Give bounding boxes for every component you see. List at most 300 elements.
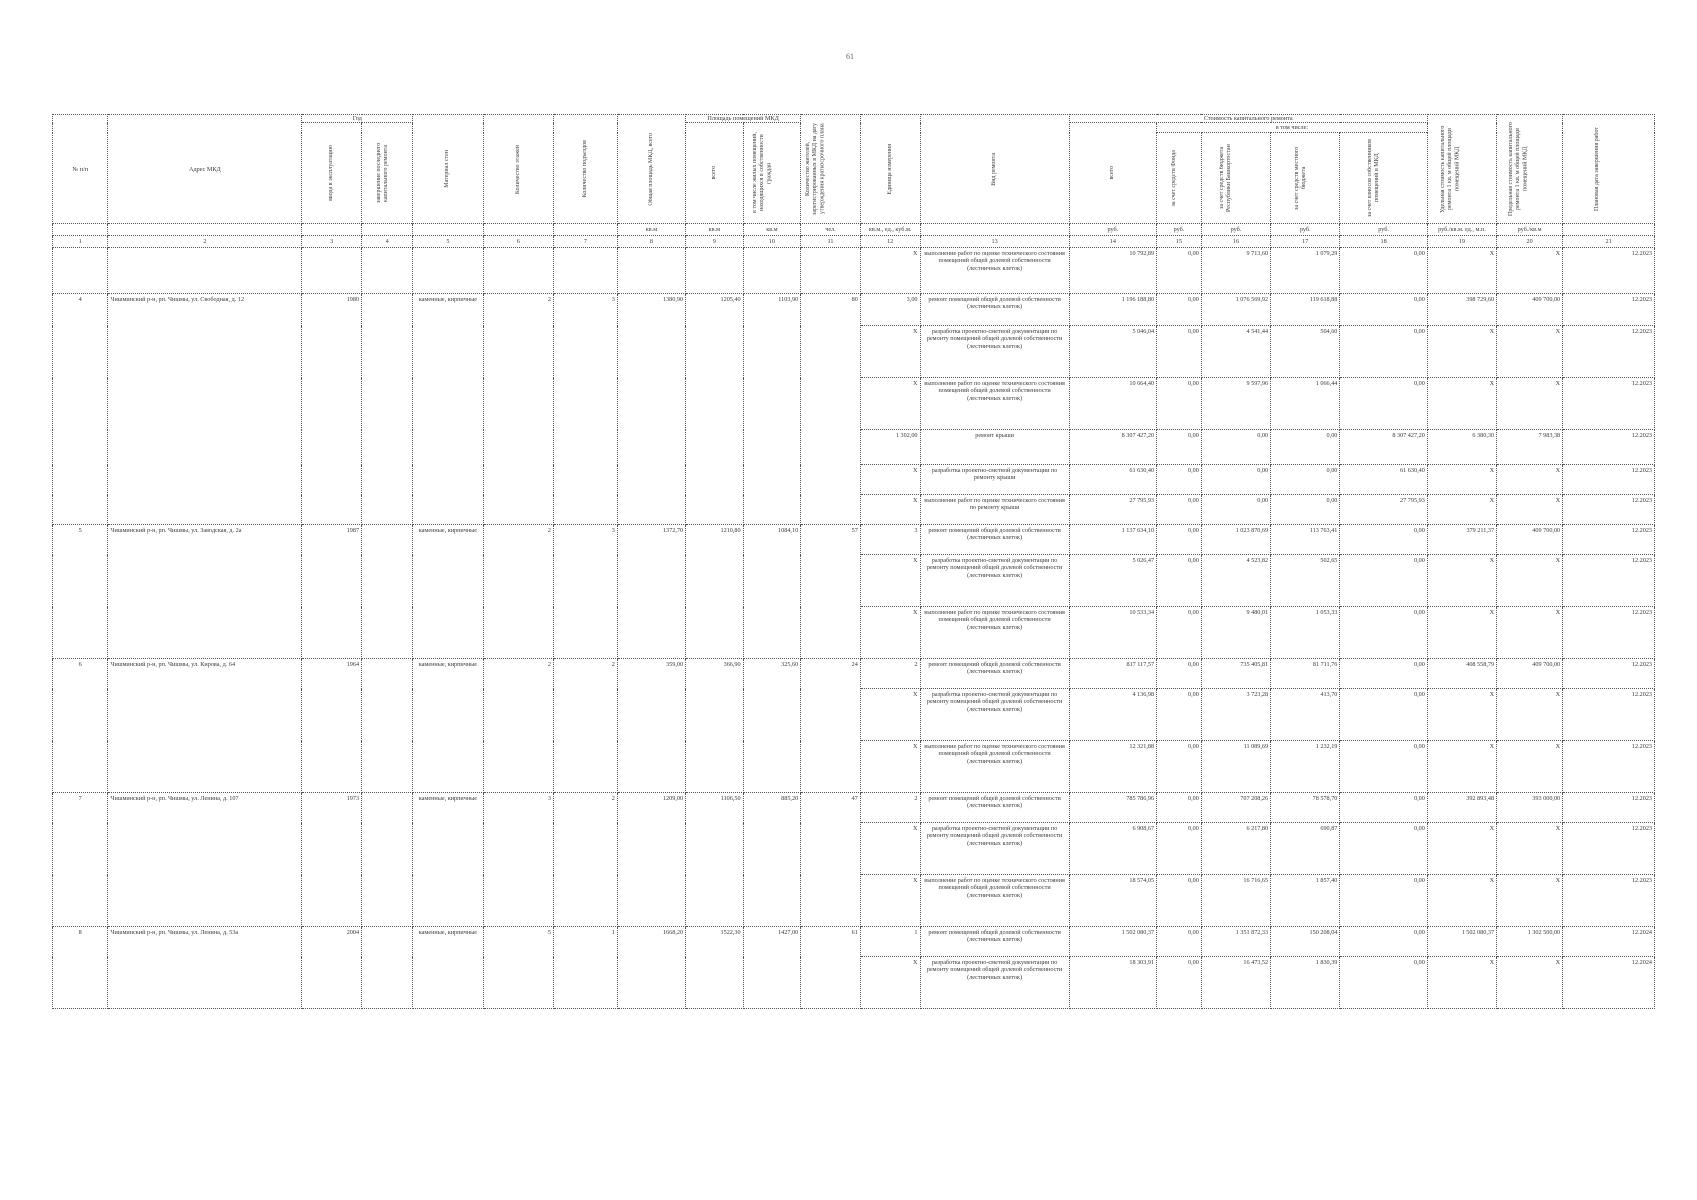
cell-cost-republic: 16 473,52 bbox=[1201, 957, 1270, 1009]
cell-date: 12.2023 bbox=[1563, 326, 1655, 378]
cell-unit: 3,00 bbox=[860, 294, 920, 326]
cell-residents bbox=[801, 248, 861, 294]
cell-cost-republic: 6 217,80 bbox=[1201, 823, 1270, 875]
cell-date: 12.2023 bbox=[1563, 248, 1655, 294]
cell-work-type: выполнение работ по оценке технического состояния помещений общей долевой собственности (лестничных клеток) bbox=[920, 875, 1069, 927]
column-number: 7 bbox=[553, 236, 617, 248]
cell-max-cost: X bbox=[1497, 689, 1563, 741]
cell-material bbox=[413, 248, 483, 294]
table-row bbox=[53, 248, 1655, 294]
cell-num: 4 bbox=[53, 294, 108, 525]
cell-unit: X bbox=[860, 378, 920, 430]
cell-cost-owners: 0,00 bbox=[1340, 689, 1427, 741]
cell-residents: 24 bbox=[801, 659, 861, 793]
cell-work-type: выполнение работ по оценке технического состояния помещений общей долевой собственности (лестничных клеток) bbox=[920, 607, 1069, 659]
column-number: 15 bbox=[1157, 236, 1202, 248]
cell-unit-cost: X bbox=[1427, 495, 1496, 525]
header-cost-total: всего bbox=[1069, 123, 1156, 224]
cell-date: 12.2023 bbox=[1563, 525, 1655, 555]
cell-work-type: ремонт помещений общей долевой собственности (лестничных клеток) bbox=[920, 793, 1069, 823]
cell-unit-cost: 392 893,48 bbox=[1427, 793, 1496, 823]
header-work-type: Вид ремонта bbox=[920, 115, 1069, 224]
header-row-1 bbox=[53, 115, 1655, 123]
cell-cost-local: 1 053,33 bbox=[1271, 607, 1340, 659]
unit-cell bbox=[553, 224, 617, 236]
cell-cost-owners: 27 795,93 bbox=[1340, 495, 1427, 525]
cell-cost-total: 1 502 080,37 bbox=[1069, 927, 1156, 957]
cell-entrances: 3 bbox=[553, 294, 617, 525]
cell-unit-cost: X bbox=[1427, 248, 1496, 294]
cell-cost-total: 4 136,98 bbox=[1069, 689, 1156, 741]
cell-floors: 2 bbox=[483, 525, 553, 659]
cell-date: 12.2024 bbox=[1563, 957, 1655, 1009]
cell-cost-owners: 0,00 bbox=[1340, 294, 1427, 326]
header-cost-owners: за счет взносов собственников помещений в МКД bbox=[1340, 133, 1427, 224]
cell-cost-fund: 0,00 bbox=[1157, 957, 1202, 1009]
header-year-commission: ввода в эксплуатацию bbox=[302, 123, 362, 224]
cell-unit-cost: 1 502 080,37 bbox=[1427, 927, 1496, 957]
cell-area-res: 1427,00 bbox=[743, 927, 801, 1009]
cell-unit: X bbox=[860, 465, 920, 495]
page-number: 61 bbox=[846, 52, 854, 61]
cell-cost-fund: 0,00 bbox=[1157, 495, 1202, 525]
cell-max-cost: 393 000,00 bbox=[1497, 793, 1563, 823]
cell-unit: X bbox=[860, 555, 920, 607]
cell-last-repair bbox=[362, 525, 413, 659]
cell-unit: 1 bbox=[860, 927, 920, 957]
cell-cost-total: 10 533,34 bbox=[1069, 607, 1156, 659]
cell-date: 12.2023 bbox=[1563, 875, 1655, 927]
cell-max-cost: X bbox=[1497, 555, 1563, 607]
cell-max-cost: X bbox=[1497, 607, 1563, 659]
cell-address: Чишминский р-н, рп. Чишмы, ул. Заводская, д. 2а bbox=[108, 525, 302, 659]
cell-cost-republic: 1 076 569,92 bbox=[1201, 294, 1270, 326]
cell-cost-owners: 0,00 bbox=[1340, 823, 1427, 875]
cell-material: каменные, кирпичные bbox=[413, 525, 483, 659]
cell-cost-total: 1 137 634,10 bbox=[1069, 525, 1156, 555]
cell-unit-cost: X bbox=[1427, 875, 1496, 927]
cell-num: 8 bbox=[53, 927, 108, 1009]
cell-residents: 47 bbox=[801, 793, 861, 927]
cell-cost-republic: 11 089,69 bbox=[1201, 741, 1270, 793]
cell-work-type: разработка проектно-сметной документации по ремонту помещений общей долевой собственности (лестничных клеток) bbox=[920, 823, 1069, 875]
cell-area-all: 366,90 bbox=[686, 659, 744, 793]
cell-cost-owners: 0,00 bbox=[1340, 525, 1427, 555]
cell-cost-republic: 9 597,96 bbox=[1201, 378, 1270, 430]
column-number: 8 bbox=[617, 236, 685, 248]
unit-cell bbox=[920, 224, 1069, 236]
cell-cost-local: 119 618,88 bbox=[1271, 294, 1340, 326]
cell-cost-total: 27 795,93 bbox=[1069, 495, 1156, 525]
cell-work-type: разработка проектно-сметной документации по ремонту помещений общей долевой собственности (лестничных клеток) bbox=[920, 555, 1069, 607]
cell-area-res: 1103,90 bbox=[743, 294, 801, 525]
cell-date: 12.2023 bbox=[1563, 430, 1655, 465]
header-cost-republic: за счет средств бюджета Республики Башкортостан bbox=[1201, 133, 1270, 224]
cell-cost-total: 8 307 427,20 bbox=[1069, 430, 1156, 465]
header-cost-group: Стоимость капитального ремонта bbox=[1069, 115, 1427, 123]
header-max-cost: Предельная стоимость капитального ремонта 1 кв. м общей площади помещений МКД bbox=[1497, 115, 1563, 224]
cell-date: 12.2023 bbox=[1563, 555, 1655, 607]
cell-max-cost: 1 302 500,00 bbox=[1497, 927, 1563, 957]
cell-material: каменные, кирпичные bbox=[413, 793, 483, 927]
unit-cell: руб. bbox=[1271, 224, 1340, 236]
cell-entrances: 2 bbox=[553, 659, 617, 793]
cell-cost-republic: 4 523,82 bbox=[1201, 555, 1270, 607]
unit-cell: кв.м bbox=[686, 224, 744, 236]
cell-work-type: выполнение работ по оценке технического состояния помещений общей долевой собственности (лестничных клеток) bbox=[920, 248, 1069, 294]
cell-cost-republic: 9 480,01 bbox=[1201, 607, 1270, 659]
column-number: 9 bbox=[686, 236, 744, 248]
cell-cost-fund: 0,00 bbox=[1157, 659, 1202, 689]
cell-unit: X bbox=[860, 326, 920, 378]
cell-cost-owners: 0,00 bbox=[1340, 957, 1427, 1009]
cell-max-cost: 409 700,00 bbox=[1497, 294, 1563, 326]
cell-cost-local: 0,00 bbox=[1271, 495, 1340, 525]
cell-cost-owners: 0,00 bbox=[1340, 378, 1427, 430]
column-number: 13 bbox=[920, 236, 1069, 248]
cell-cost-republic: 1 023 870,69 bbox=[1201, 525, 1270, 555]
header-entrances: Количество подъездов bbox=[553, 115, 617, 224]
cell-material: каменные, кирпичные bbox=[413, 294, 483, 525]
cell-cost-fund: 0,00 bbox=[1157, 607, 1202, 659]
cell-cost-republic: 0,00 bbox=[1201, 430, 1270, 465]
cell-date: 12.2023 bbox=[1563, 741, 1655, 793]
cell-max-cost: 7 983,38 bbox=[1497, 430, 1563, 465]
cell-cost-fund: 0,00 bbox=[1157, 378, 1202, 430]
units-row bbox=[53, 224, 1655, 236]
cell-last-repair bbox=[362, 248, 413, 294]
cell-cost-fund: 0,00 bbox=[1157, 294, 1202, 326]
cell-unit: 2 bbox=[860, 659, 920, 689]
cell-year: 1964 bbox=[302, 659, 362, 793]
cell-work-type: разработка проектно-сметной документации по ремонту помещений общей долевой собственности (лестничных клеток) bbox=[920, 689, 1069, 741]
column-number: 17 bbox=[1271, 236, 1340, 248]
cell-cost-fund: 0,00 bbox=[1157, 875, 1202, 927]
cell-floors: 2 bbox=[483, 659, 553, 793]
unit-cell bbox=[302, 224, 362, 236]
cell-cost-owners: 0,00 bbox=[1340, 927, 1427, 957]
unit-cell bbox=[108, 224, 302, 236]
cell-cost-total: 6 908,67 bbox=[1069, 823, 1156, 875]
cell-max-cost: X bbox=[1497, 326, 1563, 378]
cell-work-type: разработка проектно-сметной документации по ремонту помещений общей долевой собственности (лестничных клеток) bbox=[920, 957, 1069, 1009]
unit-cell bbox=[1563, 224, 1655, 236]
cell-cost-republic: 0,00 bbox=[1201, 495, 1270, 525]
cell-area-all: 1210,80 bbox=[686, 525, 744, 659]
cell-unit-cost: 398 729,60 bbox=[1427, 294, 1496, 326]
cell-cost-owners: 0,00 bbox=[1340, 248, 1427, 294]
cell-floors: 5 bbox=[483, 927, 553, 1009]
cell-cost-local: 1 830,39 bbox=[1271, 957, 1340, 1009]
cell-work-type: ремонт помещений общей долевой собственности (лестничных клеток) bbox=[920, 659, 1069, 689]
cell-date: 12.2023 bbox=[1563, 823, 1655, 875]
cell-unit-cost: 379 211,37 bbox=[1427, 525, 1496, 555]
cell-unit-cost: X bbox=[1427, 326, 1496, 378]
cell-cost-owners: 8 307 427,20 bbox=[1340, 430, 1427, 465]
cell-max-cost: X bbox=[1497, 495, 1563, 525]
cell-area-res: 325,60 bbox=[743, 659, 801, 793]
cell-residents: 57 bbox=[801, 525, 861, 659]
header-cost-fund: за счет средств Фонда bbox=[1157, 133, 1202, 224]
cell-cost-republic: 1 351 872,33 bbox=[1201, 927, 1270, 957]
cell-entrances: 2 bbox=[553, 793, 617, 927]
cell-year: 1987 bbox=[302, 525, 362, 659]
cell-cost-owners: 0,00 bbox=[1340, 659, 1427, 689]
cell-cost-fund: 0,00 bbox=[1157, 689, 1202, 741]
cell-cost-fund: 0,00 bbox=[1157, 741, 1202, 793]
cell-cost-fund: 0,00 bbox=[1157, 555, 1202, 607]
cell-floors bbox=[483, 248, 553, 294]
unit-cell: кв.м bbox=[743, 224, 801, 236]
cell-cost-local: 1 066,44 bbox=[1271, 378, 1340, 430]
cell-cost-local: 0,00 bbox=[1271, 465, 1340, 495]
cell-year: 1973 bbox=[302, 793, 362, 927]
cell-max-cost: X bbox=[1497, 741, 1563, 793]
cell-date: 12.2023 bbox=[1563, 659, 1655, 689]
cell-address: Чишминский р-н, рп. Чишмы, ул. Кирова, д. 64 bbox=[108, 659, 302, 793]
cell-date: 12.2023 bbox=[1563, 607, 1655, 659]
cell-num: 7 bbox=[53, 793, 108, 927]
cell-work-type: разработка проектно-сметной документации по ремонту крыши bbox=[920, 465, 1069, 495]
cell-cost-republic: 16 716,65 bbox=[1201, 875, 1270, 927]
cell-cost-fund: 0,00 bbox=[1157, 927, 1202, 957]
cell-cost-fund: 0,00 bbox=[1157, 793, 1202, 823]
header-deadline: Плановая дата завершения работ bbox=[1563, 115, 1655, 224]
column-number: 2 bbox=[108, 236, 302, 248]
cell-num: 6 bbox=[53, 659, 108, 793]
cell-unit: 2 bbox=[860, 793, 920, 823]
cell-floors: 3 bbox=[483, 793, 553, 927]
cell-area-all bbox=[686, 248, 744, 294]
cell-unit: X bbox=[860, 741, 920, 793]
header-floors: Количество этажей bbox=[483, 115, 553, 224]
cell-date: 12.2023 bbox=[1563, 465, 1655, 495]
cell-area-res: 885,20 bbox=[743, 793, 801, 927]
cell-area-all: 1205,40 bbox=[686, 294, 744, 525]
cell-work-type: выполнение работ по оценке технического состояния по ремонту крыши bbox=[920, 495, 1069, 525]
cell-unit-cost: 408 558,79 bbox=[1427, 659, 1496, 689]
cell-unit: 1 302,00 bbox=[860, 430, 920, 465]
cell-cost-owners: 0,00 bbox=[1340, 793, 1427, 823]
cell-cost-total: 5 026,47 bbox=[1069, 555, 1156, 607]
unit-cell bbox=[53, 224, 108, 236]
unit-cell: кв.м., ед., куб.м. bbox=[860, 224, 920, 236]
cell-unit-cost: X bbox=[1427, 555, 1496, 607]
header-total-area: Общая площадь МКД, всего bbox=[617, 115, 685, 224]
cell-date: 12.2024 bbox=[1563, 927, 1655, 957]
cell-area-res bbox=[743, 248, 801, 294]
header-residents: Количество жителей, зарегистрированных в МКД на дату утверждения краткосрочного плана bbox=[801, 115, 861, 224]
cell-unit: X bbox=[860, 248, 920, 294]
cell-max-cost: X bbox=[1497, 875, 1563, 927]
cell-num: 5 bbox=[53, 525, 108, 659]
column-number: 11 bbox=[801, 236, 861, 248]
repair-plan-sheet bbox=[52, 114, 1655, 1009]
cell-address: Чишминский р-н, рп. Чишмы, ул. Ленина, д. 53а bbox=[108, 927, 302, 1009]
column-number: 4 bbox=[362, 236, 413, 248]
unit-cell: руб./кв.м bbox=[1497, 224, 1563, 236]
cell-max-cost: 409 700,00 bbox=[1497, 525, 1563, 555]
repair-plan-table bbox=[52, 114, 1655, 1009]
cell-unit-cost: X bbox=[1427, 957, 1496, 1009]
cell-max-cost: X bbox=[1497, 823, 1563, 875]
cell-cost-local: 502,65 bbox=[1271, 555, 1340, 607]
unit-cell: руб. bbox=[1069, 224, 1156, 236]
cell-unit: 3 bbox=[860, 525, 920, 555]
cell-cost-fund: 0,00 bbox=[1157, 248, 1202, 294]
cell-total-area: 1372,70 bbox=[617, 525, 685, 659]
column-number: 12 bbox=[860, 236, 920, 248]
cell-unit-cost: X bbox=[1427, 378, 1496, 430]
cell-cost-fund: 0,00 bbox=[1157, 525, 1202, 555]
header-area-group: Площадь помещений МКД bbox=[686, 115, 801, 123]
cell-year: 1980 bbox=[302, 294, 362, 525]
column-number: 16 bbox=[1201, 236, 1270, 248]
cell-cost-total: 5 046,04 bbox=[1069, 326, 1156, 378]
cell-cost-owners: 0,00 bbox=[1340, 555, 1427, 607]
cell-cost-owners: 0,00 bbox=[1340, 741, 1427, 793]
unit-cell: руб. bbox=[1157, 224, 1202, 236]
cell-cost-local: 0,00 bbox=[1271, 430, 1340, 465]
cell-cost-fund: 0,00 bbox=[1157, 430, 1202, 465]
cell-date: 12.2023 bbox=[1563, 689, 1655, 741]
cell-cost-total: 817 117,57 bbox=[1069, 659, 1156, 689]
cell-cost-local: 1 857,40 bbox=[1271, 875, 1340, 927]
column-number: 20 bbox=[1497, 236, 1563, 248]
cell-last-repair bbox=[362, 659, 413, 793]
cell-cost-local: 690,87 bbox=[1271, 823, 1340, 875]
unit-cell: кв.м bbox=[617, 224, 685, 236]
cell-date: 12.2023 bbox=[1563, 378, 1655, 430]
cell-date: 12.2023 bbox=[1563, 793, 1655, 823]
cell-work-type: разработка проектно-сметной документации по ремонту помещений общей долевой собственности (лестничных клеток) bbox=[920, 326, 1069, 378]
column-number: 1 bbox=[53, 236, 108, 248]
table-row bbox=[53, 294, 1655, 326]
header-unit-cost: Удельная стоимость капитального ремонта 1 кв. м общей площади помещений МКД bbox=[1427, 115, 1496, 224]
cell-unit-cost: X bbox=[1427, 823, 1496, 875]
cell-work-type: выполнение работ по оценке технического состояния помещений общей долевой собственности (лестничных клеток) bbox=[920, 741, 1069, 793]
cell-floors: 2 bbox=[483, 294, 553, 525]
cell-area-res: 1084,10 bbox=[743, 525, 801, 659]
cell-cost-owners: 0,00 bbox=[1340, 607, 1427, 659]
cell-entrances: 1 bbox=[553, 927, 617, 1009]
cell-cost-owners: 0,00 bbox=[1340, 875, 1427, 927]
cell-entrances: 3 bbox=[553, 525, 617, 659]
cell-residents: 61 bbox=[801, 927, 861, 1009]
cell-cost-local: 413,70 bbox=[1271, 689, 1340, 741]
cell-residents: 80 bbox=[801, 294, 861, 525]
header-year-group: Год bbox=[302, 115, 413, 123]
cell-cost-republic: 735 405,81 bbox=[1201, 659, 1270, 689]
unit-cell bbox=[483, 224, 553, 236]
cell-work-type: ремонт помещений общей долевой собственности (лестничных клеток) bbox=[920, 525, 1069, 555]
cell-cost-republic: 4 541,44 bbox=[1201, 326, 1270, 378]
cell-cost-total: 10 792,89 bbox=[1069, 248, 1156, 294]
cell-cost-fund: 0,00 bbox=[1157, 465, 1202, 495]
cell-cost-local: 78 578,70 bbox=[1271, 793, 1340, 823]
cell-address: Чишминский р-н, рп. Чишмы, ул. Ленина, д. 107 bbox=[108, 793, 302, 927]
header-year-last-repair: завершение последнего капитального ремонта bbox=[362, 123, 413, 224]
cell-cost-total: 61 630,40 bbox=[1069, 465, 1156, 495]
cell-unit-cost: X bbox=[1427, 741, 1496, 793]
cell-cost-local: 81 711,76 bbox=[1271, 659, 1340, 689]
cell-max-cost: X bbox=[1497, 378, 1563, 430]
cell-cost-fund: 0,00 bbox=[1157, 823, 1202, 875]
cell-area-all: 1522,30 bbox=[686, 927, 744, 1009]
cell-cost-republic: 707 208,26 bbox=[1201, 793, 1270, 823]
column-number: 18 bbox=[1340, 236, 1427, 248]
cell-cost-total: 1 196 188,80 bbox=[1069, 294, 1156, 326]
cell-unit-cost: 6 380,30 bbox=[1427, 430, 1496, 465]
unit-cell bbox=[362, 224, 413, 236]
cell-unit: X bbox=[860, 495, 920, 525]
cell-year bbox=[302, 248, 362, 294]
cell-work-type: ремонт крыши bbox=[920, 430, 1069, 465]
unit-cell: чел. bbox=[801, 224, 861, 236]
header-cost-local: за счет средств местного бюджета bbox=[1271, 133, 1340, 224]
header-area-all: всего bbox=[686, 123, 744, 224]
cell-total-area: 1668,20 bbox=[617, 927, 685, 1009]
cell-unit-cost: X bbox=[1427, 689, 1496, 741]
cell-last-repair bbox=[362, 793, 413, 927]
cell-address: Чишминский р-н, рп. Чишмы, ул. Свободная, д. 12 bbox=[108, 294, 302, 525]
cell-max-cost: X bbox=[1497, 957, 1563, 1009]
cell-last-repair bbox=[362, 294, 413, 525]
cell-cost-total: 12 321,88 bbox=[1069, 741, 1156, 793]
cell-unit: X bbox=[860, 607, 920, 659]
header-cost-incl: в том числе: bbox=[1157, 123, 1428, 133]
cell-work-type: ремонт помещений общей долевой собственности (лестничных клеток) bbox=[920, 927, 1069, 957]
cell-material: каменные, кирпичные bbox=[413, 927, 483, 1009]
cell-cost-total: 18 303,91 bbox=[1069, 957, 1156, 1009]
cell-address bbox=[108, 248, 302, 294]
cell-cost-local: 150 208,04 bbox=[1271, 927, 1340, 957]
table-row bbox=[53, 927, 1655, 957]
unit-cell bbox=[413, 224, 483, 236]
header-wall-material: Материал стен bbox=[413, 115, 483, 224]
cell-unit: X bbox=[860, 689, 920, 741]
cell-work-type: ремонт помещений общей долевой собственности (лестничных клеток) bbox=[920, 294, 1069, 326]
column-number: 14 bbox=[1069, 236, 1156, 248]
cell-unit-cost: X bbox=[1427, 607, 1496, 659]
table-row bbox=[53, 793, 1655, 823]
cell-total-area: 1209,00 bbox=[617, 793, 685, 927]
cell-cost-owners: 61 630,40 bbox=[1340, 465, 1427, 495]
cell-total-area bbox=[617, 248, 685, 294]
unit-cell: руб./кв.м. ед., м.п. bbox=[1427, 224, 1496, 236]
cell-last-repair bbox=[362, 927, 413, 1009]
column-numbers-row bbox=[53, 236, 1655, 248]
cell-cost-owners: 0,00 bbox=[1340, 326, 1427, 378]
cell-cost-local: 504,60 bbox=[1271, 326, 1340, 378]
cell-material: каменные, кирпичные bbox=[413, 659, 483, 793]
cell-cost-republic: 0,00 bbox=[1201, 465, 1270, 495]
cell-unit: X bbox=[860, 957, 920, 1009]
column-number: 10 bbox=[743, 236, 801, 248]
cell-date: 12.2023 bbox=[1563, 495, 1655, 525]
unit-cell: руб. bbox=[1201, 224, 1270, 236]
table-row bbox=[53, 659, 1655, 689]
header-unit-measure: Единица измерения bbox=[860, 115, 920, 224]
cell-work-type: выполнение работ по оценке технического состояния помещений общей долевой собственности (лестничных клеток) bbox=[920, 378, 1069, 430]
cell-cost-local: 1 079,29 bbox=[1271, 248, 1340, 294]
cell-cost-total: 785 786,96 bbox=[1069, 793, 1156, 823]
cell-cost-total: 18 574,05 bbox=[1069, 875, 1156, 927]
cell-date: 12.2023 bbox=[1563, 294, 1655, 326]
cell-total-area: 1380,90 bbox=[617, 294, 685, 525]
cell-year: 2004 bbox=[302, 927, 362, 1009]
cell-total-area: 359,00 bbox=[617, 659, 685, 793]
